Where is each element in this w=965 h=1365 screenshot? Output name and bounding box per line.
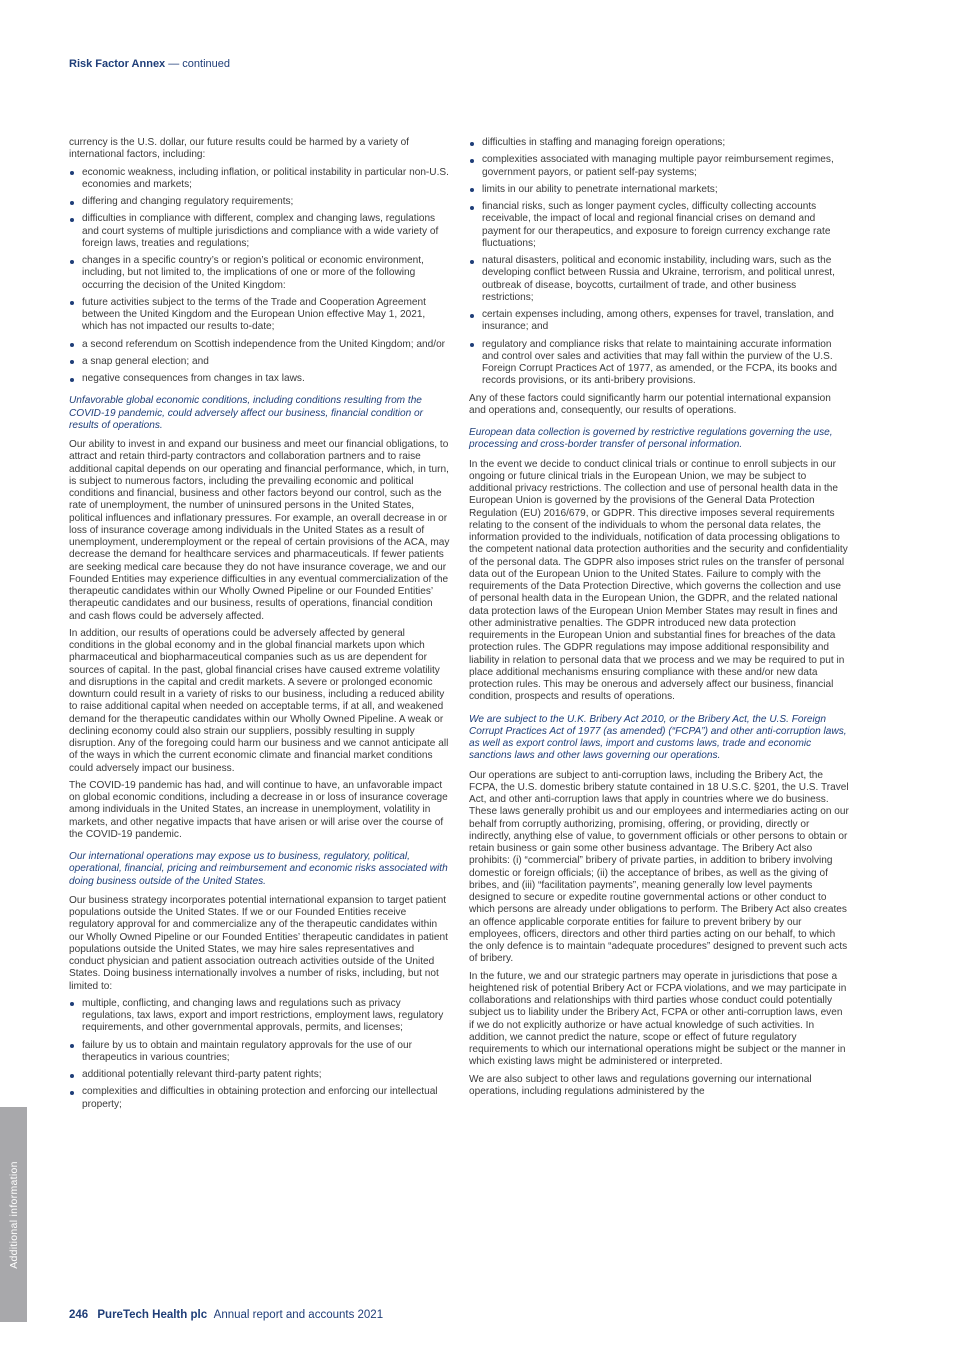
list-item: certain expenses including, among others, expenses for travel, translation, and insurance; and <box>469 309 850 334</box>
company-name: PureTech Health plc <box>97 1309 208 1321</box>
risk-heading: We are subject to the U.K. Bribery Act 2010, or the Bribery Act, the U.S. Foreign Corrupt Practices Act of 1977 (as amended) (“FCPA”) and other anti-corruption laws, as well as export control laws, import and customs laws, trade and economic sanctions laws and other laws governing our operations. <box>469 713 847 762</box>
list-item: a snap general election; and <box>69 356 450 368</box>
paragraph: Any of these factors could significantly harm our potential international expansion and operations and, consequently, our results of operations. <box>469 392 831 416</box>
list-item: negative consequences from changes in tax laws. <box>69 373 450 385</box>
risk-heading: Unfavorable global economic conditions, including conditions resulting from the COVID-19 pandemic, could adversely affect our business, financial condition or results of operations. <box>69 395 424 431</box>
section-title: Risk Factor Annex <box>69 58 166 70</box>
list-item: multiple, conflicting, and changing laws and regulations such as privacy regulations, tax laws, export and import restrictions, employment laws, regulatory requirements, and other governmental approvals, permits, and licenses; <box>69 998 450 1035</box>
list-item: complexities and difficulties in obtaining protection and enforcing our intellectual property; <box>69 1086 450 1111</box>
paragraph: currency is the U.S. dollar, our future results could be harmed by a variety of international factors, including: <box>69 137 409 161</box>
side-section-tab <box>0 1107 27 1322</box>
side-tab-label: Additional information <box>7 1160 20 1269</box>
report-title: Annual report and accounts 2021 <box>213 1309 384 1321</box>
paragraph: Our business strategy incorporates potential international expansion to target patient populations outside the United States. If we or our Founded Entities receive regulatory approval for and commercialize any of the therapeutic candidates within our Wholly Owned Pipeline or our Founded Entities’ therapeutic candidates in patient populations outside the United States, we may hire sales representatives and conduct physician and patient association outreach activities outside of the United States. Doing business internationally involves a number of risks, including, but not limited to: <box>69 894 448 992</box>
bullet-list <box>469 137 850 388</box>
paragraph: Our ability to invest in and expand our business and meet our financial obligations, to attract and retain third-party contractors and collaboration partners and to raise additional capital depends on our operating and financial performance, which, in turn, is subject to numerous factors, including the prevailing economic and political conditions and financial, business and other factors beyond our control, such as the rate of unemployment, the number of uninsured persons in the United States, political influences and inflationary pressures. For example, an overall decrease in or loss of insurance coverage among individuals in the United States as a result of unemployment, underemployment or the repeal of certain provisions of the ACA, may decrease the demand for healthcare services and pharmaceuticals. If fewer patients are seeking medical care because they do not have insurance coverage, we and our Founded Entities may experience difficulties in any eventual commercialization of the therapeutic candidates within our Wholly Owned Pipeline or our Founded Entities’ therapeutic candidates and our business, results of operations, financial condition and cash flows could be adversely affected. <box>69 439 450 622</box>
list-item: a second referendum on Scottish independence from the United Kingdom; and/or <box>69 339 450 351</box>
paragraph: Our operations are subject to anti-corruption laws, including the Bribery Act, the FCPA, the U.S. domestic bribery statute contained in 18 U.S.C. §201, the U.S. Travel Act, and other anti-corruption laws that apply in countries where we do business. These laws generally prohibit us and our employees and intermediaries acting on our behalf from corruptly authorizing, promising, offering, or providing, directly or indirectly, anything else of value, to government officials or other persons to obtain or retain business or gain some other business advantage. The Bribery Act also prohibits: (i) “commercial” bribery of private parties, in addition to bribery involving domestic or foreign officials; (ii) the acceptance of bribes, as well as the giving of bribes, and (iii) “facilitation payments”, meaning generally low level payments designed to secure or expedite routine governmental actions or other conduct to which persons are already under obligations to perform. The Bribery Act also creates an offence applicable corporate entities for failure to prevent bribery by our employees, officers, directors and other third parties acting on our behalf, to which the only defence is to maintain “adequate procedures” designed to prevent such acts of bribery. <box>469 769 849 965</box>
page-number: 246 <box>69 1309 89 1321</box>
list-item: future activities subject to the terms of the Trade and Cooperation Agreement between the United Kingdom and the European Union effective May 1, 2021, which has not impacted our results to-date; <box>69 297 450 334</box>
page-footer <box>69 1308 383 1322</box>
list-item: additional potentially relevant third-party patent rights; <box>69 1069 450 1081</box>
right-column <box>469 137 850 1103</box>
list-item: regulatory and compliance risks that relate to maintaining accurate information and control over sales and activities that may fall within the purview of the U.S. Foreign Corrupt Practices Act of 1977, as amended, or the FCPA, its books and records provisions, or its anti-bribery provisions. <box>469 339 850 388</box>
list-item: difficulties in staffing and managing foreign operations; <box>469 137 850 149</box>
list-item: financial risks, such as longer payment cycles, difficulty collecting accounts receivable, the impact of local and regional financial crises on demand and payment for our therapeutics, and exposure to foreign currency exchange rate fluctuations; <box>469 201 850 250</box>
bullet-list <box>69 998 450 1111</box>
list-item: limits in our ability to penetrate international markets; <box>469 184 850 196</box>
risk-heading: Our international operations may expose us to business, regulatory, political, operational, financial, pricing and reimbursement and economic risks associated with doing business outside of the United States. <box>69 851 448 887</box>
paragraph: In addition, our results of operations could be adversely affected by general conditions in the global economy and in the global financial markets upon which pharmaceutical and biopharmaceutical companies such as us are dependent for sources of capital. In the past, global financial crises have caused extreme volatility and disruptions in the capital and credit markets. A severe or prolonged economic downturn could result in a variety of risks to our business, including a reduced ability to raise additional capital when needed on acceptable terms, if at all, and weakened demand for the therapeutic candidates within our Wholly Owned Pipeline. A weak or declining economy could also strain our suppliers, possibly resulting in supply disruption. Any of the foregoing could harm our business and we cannot anticipate all of the ways in which the current economic climate and financial market conditions could adversely impact our business. <box>69 627 449 774</box>
list-item: complexities associated with managing multiple payor reimbursement regimes, government payors, or patient self-pay systems; <box>469 154 850 179</box>
left-column <box>69 137 450 1116</box>
list-item: natural disasters, political and economic instability, including wars, such as the developing conflict between Russia and Ukraine, terrorism, and political unrest, outbreak of disease, boycotts, curtailment of trade, and other business restrictions; <box>469 255 850 304</box>
list-item: difficulties in compliance with different, complex and changing laws, regulations and court systems of multiple jurisdictions and compliance with a wide variety of foreign laws, treaties and regulations; <box>69 213 450 250</box>
paragraph: In the event we decide to conduct clinical trials or continue to enroll subjects in our ongoing or future clinical trials in the European Union, we may be subject to additional privacy restrictions. The collection and use of personal health data in the European Union is governed by the provisions of the General Data Protection Regulation (EU) 2016/679, or GDPR. This directive imposes several requirements relating to the consent of the individuals to whom the personal data relates, the information provided to the individuals, notification of data processing obligations to the competent national data protection authorities and the security and confidentiality of the personal data. The GDPR also imposes strict rules on the transfer of personal data out of the European Union to the United States. Failure to comply with the requirements of the Data Protection Directive, which governs the collection and use of personal health data in the European Union, the GDPR, and the related national data protection laws of the European Union Member States may result in fines and other administrative penalties. The GDPR introduced new data protection requirements in the European Union and substantial fines for breaches of the data protection rules. The GDPR regulations may impose additional responsibility and liability in relation to personal data that we process and we may be required to put in place additional mechanisms ensuring compliance with these and/or new data protection rules. This may be onerous and adversely affect our business, financial condition, prospects and results of operations. <box>469 458 848 703</box>
list-item: failure by us to obtain and maintain regulatory approvals for the use of our therapeutics in various countries; <box>69 1040 450 1065</box>
section-subtitle: — continued <box>168 58 231 70</box>
paragraph: We are also subject to other laws and regulations governing our international operations, including regulations administered by the <box>469 1073 812 1097</box>
list-item: economic weakness, including inflation, or political instability in particular non-U.S. economies and markets; <box>69 167 450 192</box>
list-item: changes in a specific country’s or region’s political or economic environment, including, but not limited to, the implications of one or more of the following occurring the decision of the United Kingdom: <box>69 255 450 292</box>
list-item: differing and changing regulatory requirements; <box>69 196 450 208</box>
risk-heading: European data collection is governed by restrictive regulations governing the use, processing and cross-border transfer of personal information. <box>469 427 833 451</box>
paragraph: The COVID-19 pandemic has had, and will continue to have, an unfavorable impact on global economic conditions, including a decrease in or loss of insurance coverage among individuals in the United States, an increase in unemployment, volatility in markets, and other negative impacts that have arisen or will arise over the course of the COVID-19 pandemic. <box>69 779 448 840</box>
bullet-list <box>69 167 450 386</box>
paragraph: In the future, we and our strategic partners may operate in jurisdictions that pose a heightened risk of potential Bribery Act or FCPA violations, and we may participate in collaborations and relationships with third parties whose conduct could potentially subject us to liability under the Bribery Act, FCPA or other anti-corruption laws, even if we do not explicitly authorize or have actual knowledge of such activities. In addition, we cannot predict the nature, scope or effect of future regulatory requirements to which our international operations might be subject or the manner in which existing laws might be administered or interpreted. <box>469 970 847 1068</box>
page-header <box>69 57 230 71</box>
